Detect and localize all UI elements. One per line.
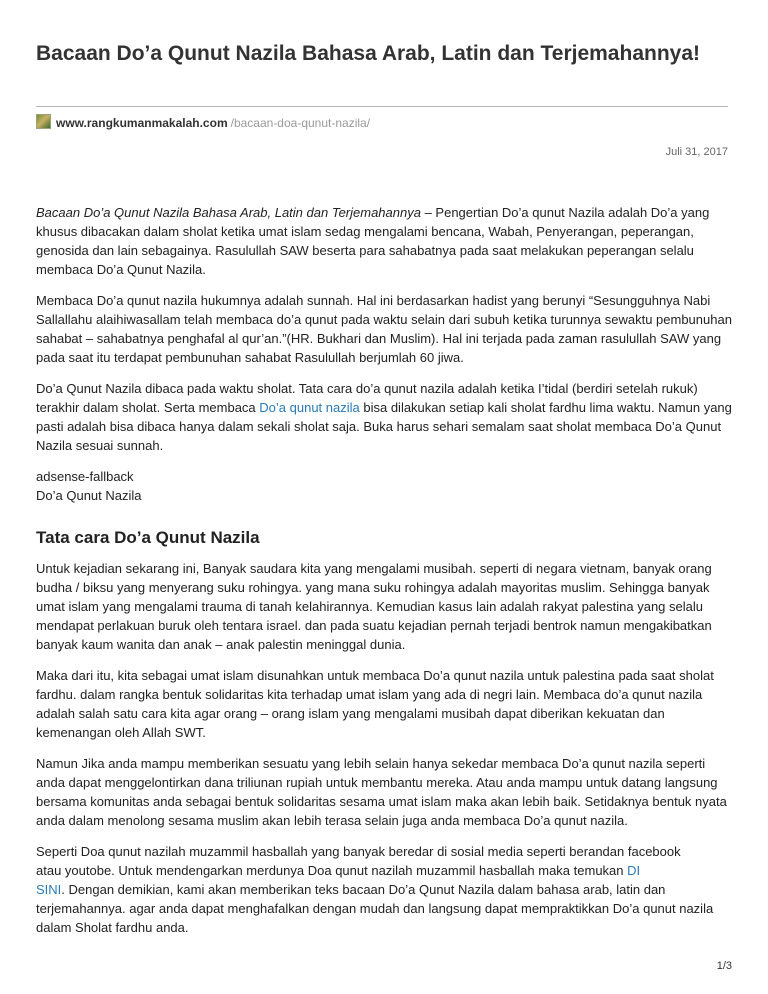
title-divider	[36, 106, 728, 107]
paragraph-intro	[36, 203, 732, 279]
section-heading: Tata cara Do’a Qunut Nazila	[36, 528, 260, 547]
image-caption: Do’a Qunut Nazila	[36, 488, 142, 503]
paragraph-text: bisa dilakukan setiap kali sholat fardhu lima waktu. Namun yang pasti adalah bisa dibaca hanya dalam sekali sholat saja. Buka harus sehari semalam saat sholat membaca Do’a Qunut Nazila sesuai sunnah.	[36, 400, 732, 453]
source-domain[interactable]: www.rangkumanmakalah.com	[56, 116, 228, 130]
page-title: Bacaan Do’a Qunut Nazila Bahasa Arab, Latin dan Terjemahannya!	[36, 42, 701, 65]
adsense-fallback-text: adsense-fallback	[36, 469, 134, 484]
article-body	[36, 203, 732, 949]
source-line[interactable]	[36, 114, 370, 131]
paragraph: Maka dari itu, kita sebagai umat islam disunahkan untuk membaca Do’a qunut nazila untuk palestina pada saat sholat fardhu. dalam rangka bentuk solidaritas kita terhadap umat islam yang ada di negri lain. Membaca do’a qunut nazila adalah salah satu cara kita agar orang – orang islam yang mengalami musibah dapat diberikan kekuatan dan kemenangan oleh Allah SWT.	[36, 668, 714, 740]
paragraph: Namun Jika anda mampu memberikan sesuatu yang lebih selain hanya sekedar membaca Do’a qunut nazila seperti anda dapat menggelontirkan dana triliunan rupiah untuk membantu mereka. Atau anda mampu untuk datang langsung bersama komunitas anda sebagai bentuk solidaritas sesama umat islam maka akan lebih baik. Setidaknya bentuk nyata anda dalam menolong sesama muslim akan lebih terasa selain juga anda membaca Do’a qunut nazila.	[36, 756, 727, 828]
paragraph	[36, 379, 732, 455]
paragraph-text: Do’a Qunut Nazila dibaca pada waktu sholat. Tata cara do’a qunut nazila adalah ketika I’tidal (berdiri setelah rukuk) terakhir dalam sholat. Serta membaca	[36, 381, 698, 415]
source-path[interactable]: /bacaan-doa-qunut-nazila/	[230, 116, 371, 130]
doa-qunut-nazila-link[interactable]: Do’a qunut nazila	[259, 400, 360, 415]
paragraph: Untuk kejadian sekarang ini, Banyak saudara kita yang mengalami musibah. seperti di negara vietnam, banyak orang budha / biksu yang menyerang suku rohingya. yang mana suku rohingya adalah mayoritas muslim. Sehingga banyak umat islam yang mengalami trauma di tanah kelahirannya. Kemudian kasus lain adalah rakyat palestina yang selalu mendapat perlakuan buruk oleh tentara israel. dan pada suatu kejadian pernah terjadi bentrok namun mengakibatkan banyak kaum wanita dan anak – anak palestin meninggal dunia.	[36, 561, 712, 652]
page-number: 1/3	[716, 960, 732, 972]
paragraph	[36, 842, 732, 937]
paragraph: Membaca Do’a qunut nazila hukumnya adalah sunnah. Hal ini berdasarkan hadist yang berunyi “Sesungguhnya Nabi Sallallahu alaihiwasallam telah membaca do’a qunut pada waktu selain dari subuh ketika turunnya sewaktu pembunuhan sahabat – sahabatnya penghafal al qur’an.”(HR. Bukhari dan Muslim). Hal ini terjada pada zaman rasulullah SAW yang pada saat itu terdapat pembunuhan sahabat Rasulullah berjumlah 60 jiwa.	[36, 293, 732, 365]
intro-text: – Pengertian Do’a qunut Nazila adalah Do’a yang khusus dibacakan dalam sholat ketika umat islam sedag mengalami bencana, Wabah, Penyerangan, peperangan, genosida dan lain sebagainya. Rasulullah SAW beserta para sahabatnya pada saat melakukan peperangan selalu membaca Do’a Qunut Nazila.	[36, 205, 710, 277]
intro-italic-title: Bacaan Do’a Qunut Nazila Bahasa Arab, Latin dan Terjemahannya	[36, 205, 421, 220]
di-sini-link-part2[interactable]: SINI	[36, 882, 62, 897]
paragraph-text: . Dengan demikian, kami akan memberikan teks bacaan Do’a Qunut Nazila dalam bahasa arab, latin dan terjemahannya. agar anda dapat menghafalkan dengan mudah dan langsung dapat mempraktikkan Do’a qunut nazila dalam Sholat fardhu anda.	[36, 882, 714, 935]
publish-date: Juli 31, 2017	[665, 146, 728, 158]
paragraph-text: Seperti Doa qunut nazilah muzammil hasballah yang banyak beredar di sosial media seperti berandan facebook	[36, 844, 681, 859]
paragraph-text: atau youtobe. Untuk mendengarkan merdunya Doa qunut nazilah muzammil hasballah maka temukan	[36, 863, 628, 878]
di-sini-link-part1[interactable]: DI	[627, 863, 641, 878]
site-favicon-icon	[36, 114, 51, 129]
